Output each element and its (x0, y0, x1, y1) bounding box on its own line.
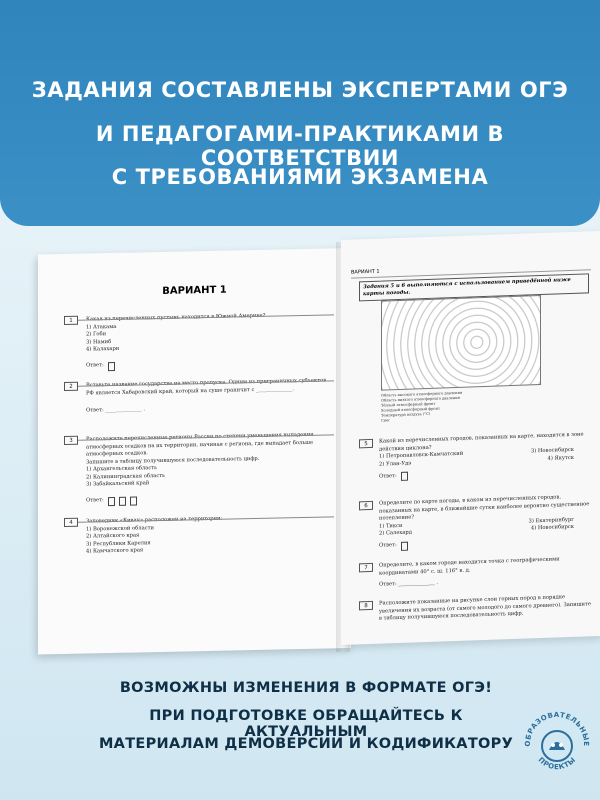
task-5 (359, 431, 594, 482)
right-page (341, 231, 600, 645)
task-3 (64, 430, 334, 506)
task-option: 1) Петропавловск-Камчатский (379, 450, 464, 460)
logo-text-top: ОБРАЗОВАТЕЛЬНЫЕ (523, 710, 591, 747)
task-7 (359, 555, 594, 590)
task-number: 4 (64, 518, 78, 527)
legend-item: Тёплый атмосферный фронт (381, 401, 436, 408)
task-option: 3) Забайкальский край (86, 480, 150, 488)
answer-box[interactable] (119, 496, 126, 505)
open-book (20, 240, 600, 660)
task-question: Какая из перечисленных пустынь находится в Южной Америке? (86, 312, 266, 323)
task-question: Расположите показанные на рисунке слои горных пород в порядке увеличения их возраста (от самого молодого до самого древнего). Запишите в таблицу получившуюся последовательность цифр. (379, 594, 591, 622)
task-1 (64, 310, 334, 371)
task-option: 3) Намиб (86, 338, 112, 346)
task-question: Определите по карте погоды, в каком из перечисленных городов, показанных на карте, в ближайшие сутки наиболее вероятно существенное потепление? (379, 494, 590, 522)
task-option: 3) Республики Карелия (86, 539, 151, 548)
task-option: 2) Калининградская область (86, 472, 165, 481)
task-option: 2) Улан-Удэ (379, 460, 412, 468)
answer-box[interactable] (108, 496, 115, 505)
task-option: 4) Якутск (547, 454, 574, 462)
legend-item: Холодный атмосферный фронт (381, 406, 440, 413)
header-line-1: ЗАДАНИЯ СОСТАВЛЕНЫ ЭКСПЕРТАМИ ОГЭ (31, 78, 569, 102)
task-question: Определите, в каком городе находится точка с географическими координатами 40° с. ш. 116° в. д. (379, 556, 560, 577)
answer-label: Ответ: (379, 542, 397, 549)
task-option: 4) Калахари (86, 345, 120, 353)
task-option: 3) Новосибирск (530, 446, 574, 455)
answer-label: Ответ: (86, 497, 104, 504)
publisher-logo (522, 702, 592, 782)
footer-line-3: МАТЕРИАЛАМ ДЕМОВЕРСИИ И КОДИФИКАТОРУ (98, 736, 514, 752)
task-option: 4) Новосибирск (530, 523, 574, 532)
header-line-2: И ПЕДАГОГАМИ-ПРАКТИКАМИ В СООТВЕТСТВИИ (95, 122, 505, 170)
task-note: Запишите в таблицу получившуюся последовательность цифр. (86, 455, 260, 466)
answer-label: Ответ: (379, 472, 397, 480)
task-option: 4) Камчатского края (86, 547, 144, 555)
answer-label[interactable]: Ответ: ______________ . (379, 579, 438, 588)
task-option: 3) Екатеринбург (528, 516, 574, 524)
variant-title: ВАРИАНТ 1 (162, 284, 227, 297)
right-page-header: ВАРИАНТ 1 (351, 268, 380, 276)
task-2 (64, 376, 334, 415)
task-question: Вставьте название государства на место пропуска. Одним из приграничных субъектов РФ является Хабаровский край, который на суше граничит с ______________. (86, 377, 327, 397)
task-option: 2) Гоби (86, 331, 107, 338)
svg-text:ПРОЕКТЫ (537, 756, 578, 771)
answer-box[interactable] (130, 496, 137, 505)
footer-line-2: ПРИ ПОДГОТОВКЕ ОБРАЩАЙТЕСЬ К АКТУАЛЬНЫМ (149, 708, 463, 740)
answer-box[interactable] (401, 541, 408, 550)
legend-item: Снег (381, 418, 391, 423)
task-4 (64, 512, 334, 556)
legend-item: Область низкого атмосферного давления (381, 395, 460, 403)
task-question: Какой из перечисленных городов, показанных на карте, находится в зоне действия циклона? (379, 431, 584, 453)
task-number: 8 (359, 601, 373, 610)
header-line-3: С ТРЕБОВАНИЯМИ ЭКЗАМЕНА (111, 165, 489, 189)
task-option: 2) Салехард (379, 529, 412, 537)
svg-text:ОБРАЗОВАТЕЛЬНЫЕ (524, 711, 590, 747)
task-8 (359, 593, 594, 624)
task-number: 3 (64, 436, 78, 445)
task-number: 6 (359, 501, 373, 510)
task-option: 1) Тикси (379, 522, 403, 530)
answer-label[interactable]: Ответ: ______________ . (86, 406, 145, 414)
left-page (38, 248, 351, 655)
header-banner (0, 0, 600, 226)
task-number: 2 (64, 382, 78, 391)
map-legend (381, 387, 581, 424)
legend-item: Температура воздуха (°C) (381, 411, 431, 418)
tasks-intro: Задания 5 и 6 выполняются с использованием приведённой ниже карты погоды. (359, 273, 589, 301)
answer-box[interactable] (401, 472, 408, 481)
task-number: 7 (359, 563, 373, 572)
answer-label: Ответ: (86, 362, 104, 369)
task-option: 1) Архангельская область (86, 465, 158, 473)
answer-box[interactable] (108, 361, 115, 370)
task-option: 2) Алтайского края (86, 532, 140, 540)
task-question: Расположите перечисленные регионы России по степени уменьшения выпадения атмосферных осадков на их территории, начиная с региона, где выпадает больше атмосферных осадков. (86, 431, 314, 458)
task-6 (359, 493, 594, 552)
task-option: 1) Атакама (86, 323, 117, 331)
legend-item: Область высокого атмосферного давления (381, 390, 463, 398)
task-option: 1) Воронежской области (86, 524, 154, 533)
logo-text-bottom: ПРОЕКТЫ (536, 755, 578, 772)
task-number: 1 (64, 316, 78, 325)
footer-line-1: ВОЗМОЖНЫ ИЗМЕНЕНИЯ В ФОРМАТЕ ОГЭ! (119, 680, 493, 696)
weather-map (381, 295, 541, 391)
task-question: Заповедник «Кивач» расположен на территории: (86, 515, 223, 525)
task-number: 5 (359, 439, 373, 448)
